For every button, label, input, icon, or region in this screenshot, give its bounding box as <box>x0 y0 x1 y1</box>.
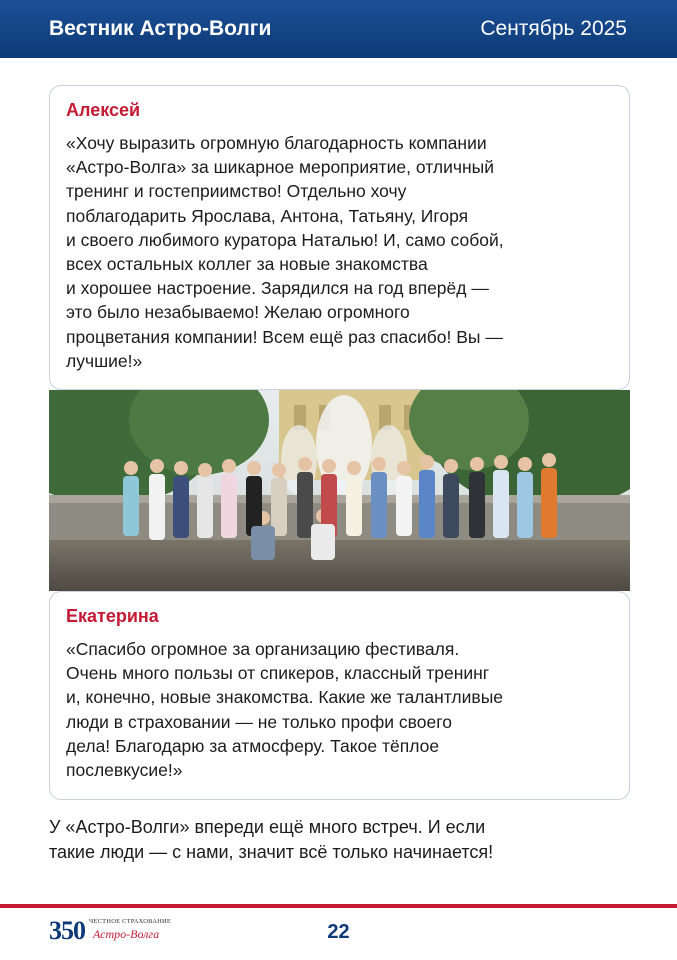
issue-date: Сентябрь 2025 <box>480 17 627 40</box>
page-number: 22 <box>327 921 350 943</box>
closing-paragraph: У «Астро-Волги» впереди ещё много встреч. И если такие люди — с нами, значит всё только начинается! <box>49 817 494 862</box>
logo-number: 350 <box>49 916 85 945</box>
testimonial-author: Екатерина <box>66 606 159 626</box>
group-photo-illustration <box>49 390 630 591</box>
testimonial-author: Алексей <box>66 100 141 120</box>
footer-divider <box>0 904 677 908</box>
logo-tagline: ЧЕСТНОЕ СТРАХОВАНИЕ <box>89 918 172 925</box>
testimonial-text: «Хочу выразить огромную благодарность компании «Астро-Волга» за шикарное мероприятие, отличный тренинг и гостеприимство! Отдельно хочу поблагодарить Ярослава, Антона, Татьяну, Игоря и своего любимого куратора Наталью! И, само собой, всех остальных коллег за новые знакомства и хорошее настроение. Зарядился на год вперёд — это было незабываемо! Желаю огромного процветания компании! Всем ещё раз спасибо! Вы — лучшие!» <box>66 133 504 371</box>
testimonial-card <box>49 591 630 800</box>
testimonial-text: «Спасибо огромное за организацию фестиваля. Очень много пользы от спикеров, классный тренинг и, конечно, новые знакомства. Какие же талантливые люди в страховании — не только профи своего дела! Благодарю за атмосферу. Такое тёплое послевкусие!» <box>66 639 504 781</box>
logo-brand: Астро-Волга <box>93 927 160 941</box>
group-photo <box>49 390 630 591</box>
testimonial-card <box>49 85 630 390</box>
newsletter-title: Вестник Астро-Волги <box>49 17 272 40</box>
page-header <box>0 0 677 58</box>
